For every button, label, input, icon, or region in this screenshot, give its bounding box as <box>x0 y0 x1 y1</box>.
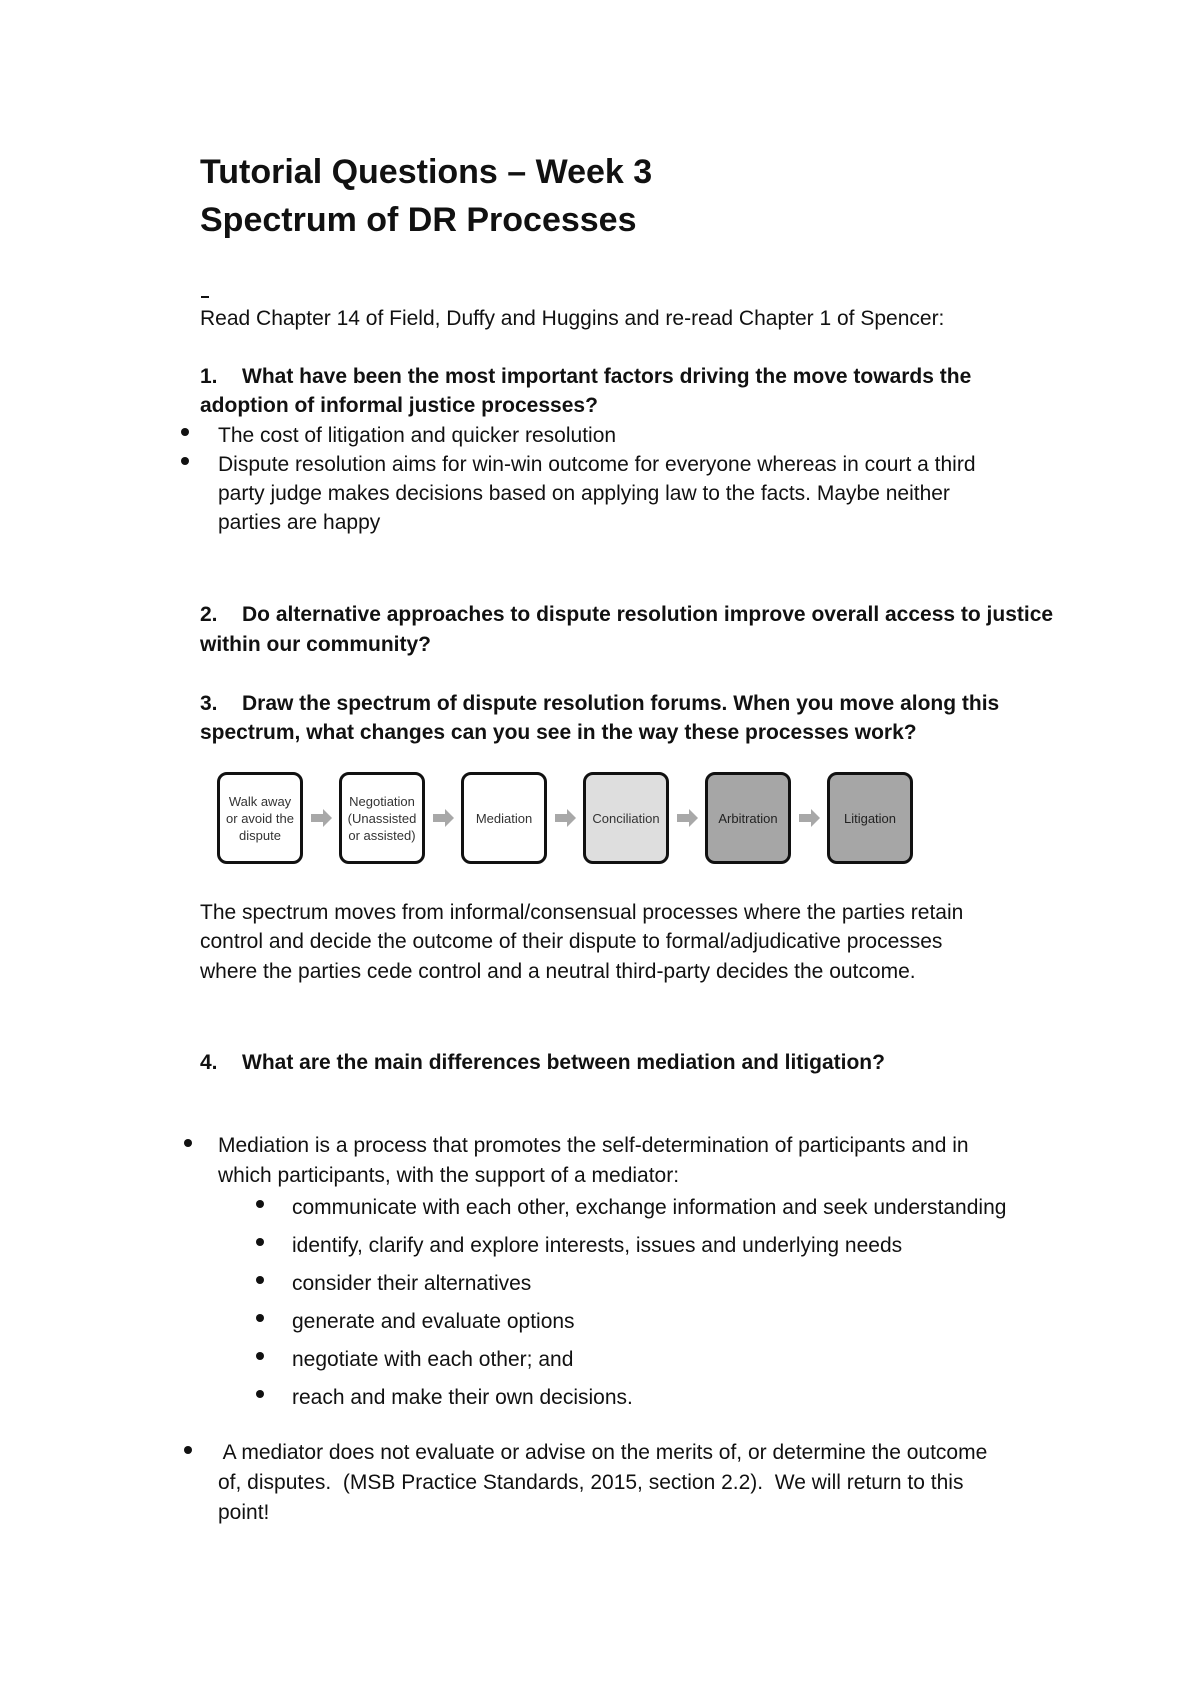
bullet-icon <box>256 1352 264 1360</box>
spectrum-box-litigation: Litigation <box>827 772 913 864</box>
question-1-line-2: adoption of informal justice processes? <box>200 394 598 417</box>
q3-answer-line-1: The spectrum moves from informal/consensual processes where the parties retain <box>200 901 964 924</box>
bullet-icon <box>256 1314 264 1322</box>
q4-mediation-line-1: Mediation is a process that promotes the self-determination of participants and in <box>218 1134 969 1157</box>
page-title: Tutorial Questions – Week 3 <box>200 153 653 191</box>
q4-sub-bullet: generate and evaluate options <box>292 1310 575 1333</box>
q4-mediation-line-2: which participants, with the support of a mediator: <box>218 1164 680 1187</box>
question-2-line-1: Do alternative approaches to dispute resolution improve overall access to justice <box>242 603 1054 626</box>
q1-bullet-2-line-2: party judge makes decisions based on applying law to the facts. Maybe neither <box>218 482 950 505</box>
q3-answer-line-3: where the parties cede control and a neutral third-party decides the outcome. <box>200 960 916 983</box>
page-subtitle: Spectrum of DR Processes <box>200 201 637 239</box>
bullet-icon <box>184 1446 192 1454</box>
question-4-number: 4. <box>200 1051 218 1074</box>
q1-bullet-1: The cost of litigation and quicker resolution <box>218 424 617 447</box>
q4-sub-bullet: communicate with each other, exchange information and seek understanding <box>292 1196 1007 1219</box>
arrow-right-icon <box>799 808 821 828</box>
arrow-right-icon <box>311 808 333 828</box>
q4-mediator-line-1: A mediator does not evaluate or advise on the merits of, or determine the outcome <box>218 1441 988 1464</box>
q4-sub-bullet: consider their alternatives <box>292 1272 532 1295</box>
bullet-icon <box>256 1390 264 1398</box>
question-2-line-2: within our community? <box>200 633 431 656</box>
q1-bullet-2-line-1: Dispute resolution aims for win-win outcome for everyone whereas in court a third <box>218 453 976 476</box>
question-4-text: What are the main differences between mediation and litigation? <box>242 1051 885 1074</box>
q3-answer-line-2: control and decide the outcome of their dispute to formal/adjudicative processes <box>200 930 943 953</box>
bullet-icon <box>256 1238 264 1246</box>
question-2-number: 2. <box>200 603 218 626</box>
bullet-icon <box>181 428 189 436</box>
bullet-icon <box>256 1200 264 1208</box>
spectrum-box-walk-away: Walk away or avoid the dispute <box>217 772 303 864</box>
arrow-right-icon <box>433 808 455 828</box>
q4-sub-bullet: negotiate with each other; and <box>292 1348 574 1371</box>
spectrum-box-mediation: Mediation <box>461 772 547 864</box>
question-3-line-1: Draw the spectrum of dispute resolution forums. When you move along this <box>242 692 1000 715</box>
bullet-icon <box>181 457 189 465</box>
spectrum-box-conciliation: Conciliation <box>583 772 669 864</box>
question-1-line-1: What have been the most important factors driving the move towards the <box>242 365 972 388</box>
question-3-number: 3. <box>200 692 218 715</box>
bullet-icon <box>256 1276 264 1284</box>
q4-mediator-line-2: of, disputes. (MSB Practice Standards, 2015, section 2.2). We will return to this <box>218 1471 964 1494</box>
spectrum-box-arbitration: Arbitration <box>705 772 791 864</box>
question-3-line-2: spectrum, what changes can you see in the way these processes work? <box>200 721 917 744</box>
q4-mediator-line-3: point! <box>218 1501 270 1524</box>
q4-sub-bullet: identify, clarify and explore interests, issues and underlying needs <box>292 1234 903 1257</box>
stray-mark <box>201 296 209 298</box>
q1-bullet-2-line-3: parties are happy <box>218 511 381 534</box>
question-1-number: 1. <box>200 365 218 388</box>
spectrum-box-negotiation: Negotiation (Unassisted or assisted) <box>339 772 425 864</box>
bullet-icon <box>184 1139 192 1147</box>
q4-sub-bullet: reach and make their own decisions. <box>292 1386 633 1409</box>
arrow-right-icon <box>555 808 577 828</box>
intro-text: Read Chapter 14 of Field, Duffy and Huggins and re-read Chapter 1 of Spencer: <box>200 307 945 330</box>
arrow-right-icon <box>677 808 699 828</box>
